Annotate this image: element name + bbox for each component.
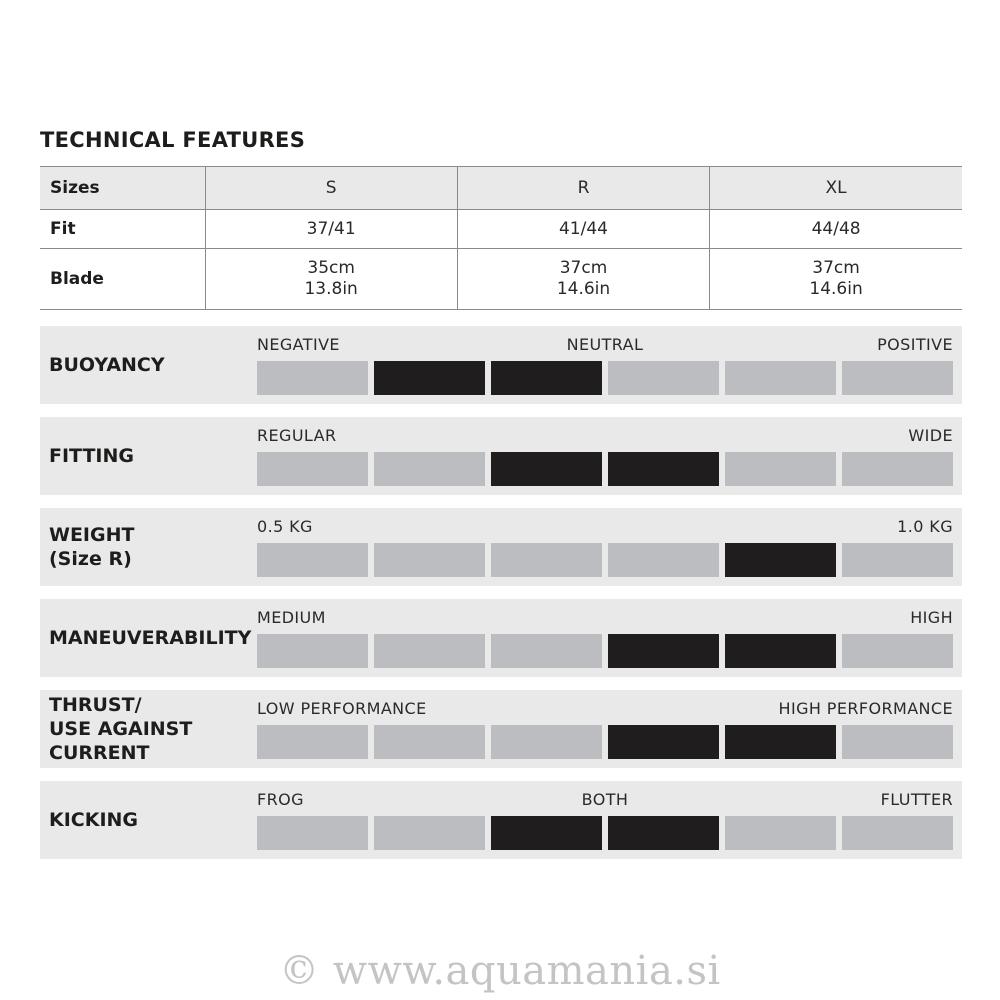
rating-segment-filled [725,725,836,759]
fit-value: 37/41 [205,210,457,249]
feature-panel-fitting [40,417,962,495]
fit-value: 41/44 [457,210,709,249]
feature-panel-thrust [40,690,962,768]
scale-right-label: FLUTTER [880,790,953,809]
table-row-fit [40,210,962,249]
rating-segment-empty [842,543,953,577]
rating-segment-empty [257,543,368,577]
scale-right-label: 1.0 KG [897,517,953,536]
feature-label-text: KICKING [49,809,139,831]
feature-label-text: THRUST/ USE AGAINST CURRENT [49,694,193,764]
table-header-cell: R [457,167,709,210]
rating-segment-empty [257,816,368,850]
rating-segment-empty [257,725,368,759]
scale-right-label: HIGH [910,608,953,627]
feature-label [49,326,259,404]
rating-bar [257,361,953,395]
rating-segment-filled [491,452,602,486]
feature-scale [257,790,953,810]
fit-label: Fit [40,210,205,249]
blade-cm: 35cm [307,258,355,278]
feature-scale [257,608,953,628]
blade-value [205,249,457,310]
feature-panel-maneuverability [40,599,962,677]
blade-label: Blade [40,249,205,310]
feature-label-text: BUOYANCY [49,354,165,376]
rating-segment-filled [374,361,485,395]
rating-segment-empty [257,452,368,486]
rating-segment-empty [257,634,368,668]
scale-left-label: NEGATIVE [257,335,340,354]
table-header-label: Sizes [40,167,205,210]
table-header-cell: XL [710,167,962,210]
rating-segment-empty [608,543,719,577]
scale-left-label: 0.5 KG [257,517,313,536]
rating-segment-empty [257,361,368,395]
feature-label [49,781,259,859]
rating-segment-empty [491,725,602,759]
feature-label-text: MANEUVERABILITY [49,627,252,649]
rating-bar [257,634,953,668]
rating-segment-filled [608,725,719,759]
rating-segment-empty [491,543,602,577]
rating-segment-empty [725,816,836,850]
blade-value [457,249,709,310]
scale-left-label: MEDIUM [257,608,326,627]
rating-segment-empty [374,452,485,486]
rating-bar [257,816,953,850]
rating-segment-empty [374,816,485,850]
scale-middle-label: BOTH [581,790,629,809]
scale-left-label: LOW PERFORMANCE [257,699,427,718]
scale-left-label: FROG [257,790,304,809]
feature-panel-weight [40,508,962,586]
table-header-cell: S [205,167,457,210]
feature-scale [257,335,953,355]
rating-segment-empty [842,361,953,395]
scale-left-label: REGULAR [257,426,337,445]
rating-segment-empty [842,452,953,486]
blade-inch: 13.8in [304,279,358,299]
rating-segment-filled [725,543,836,577]
rating-segment-filled [608,816,719,850]
rating-segment-empty [725,452,836,486]
feature-label [49,417,259,495]
rating-segment-filled [608,452,719,486]
feature-scale [257,426,953,446]
rating-segment-filled [491,361,602,395]
rating-segment-filled [725,634,836,668]
rating-segment-empty [374,725,485,759]
rating-bar [257,725,953,759]
rating-segment-empty [725,361,836,395]
size-table [40,166,962,310]
rating-segment-filled [491,816,602,850]
blade-cm: 37cm [559,258,608,278]
rating-segment-empty [842,725,953,759]
rating-bar [257,543,953,577]
table-row-blade [40,249,962,310]
rating-segment-empty [842,634,953,668]
feature-label [49,599,259,677]
scale-right-label: WIDE [908,426,953,445]
rating-segment-empty [374,634,485,668]
watermark: © www.aquamania.si [279,948,721,994]
blade-value [710,249,962,310]
rating-bar [257,452,953,486]
feature-label [49,508,259,586]
rating-segment-empty [374,543,485,577]
feature-panel-buoyancy [40,326,962,404]
scale-right-label: POSITIVE [877,335,953,354]
rating-segment-empty [608,361,719,395]
rating-segment-empty [842,816,953,850]
feature-label [49,690,259,768]
table-header-row [40,167,962,210]
rating-segment-filled [608,634,719,668]
feature-panel-kicking [40,781,962,859]
blade-inch: 14.6in [809,279,863,299]
feature-label-text: FITTING [49,445,134,467]
scale-right-label: HIGH PERFORMANCE [778,699,953,718]
rating-segment-empty [491,634,602,668]
feature-label-text: WEIGHT (Size R) [49,524,135,570]
blade-inch: 14.6in [556,279,611,299]
fit-value: 44/48 [710,210,962,249]
page-title: TECHNICAL FEATURES [40,128,306,152]
blade-cm: 37cm [812,258,860,278]
scale-middle-label: NEUTRAL [566,335,644,354]
feature-scale [257,699,953,719]
feature-scale [257,517,953,537]
